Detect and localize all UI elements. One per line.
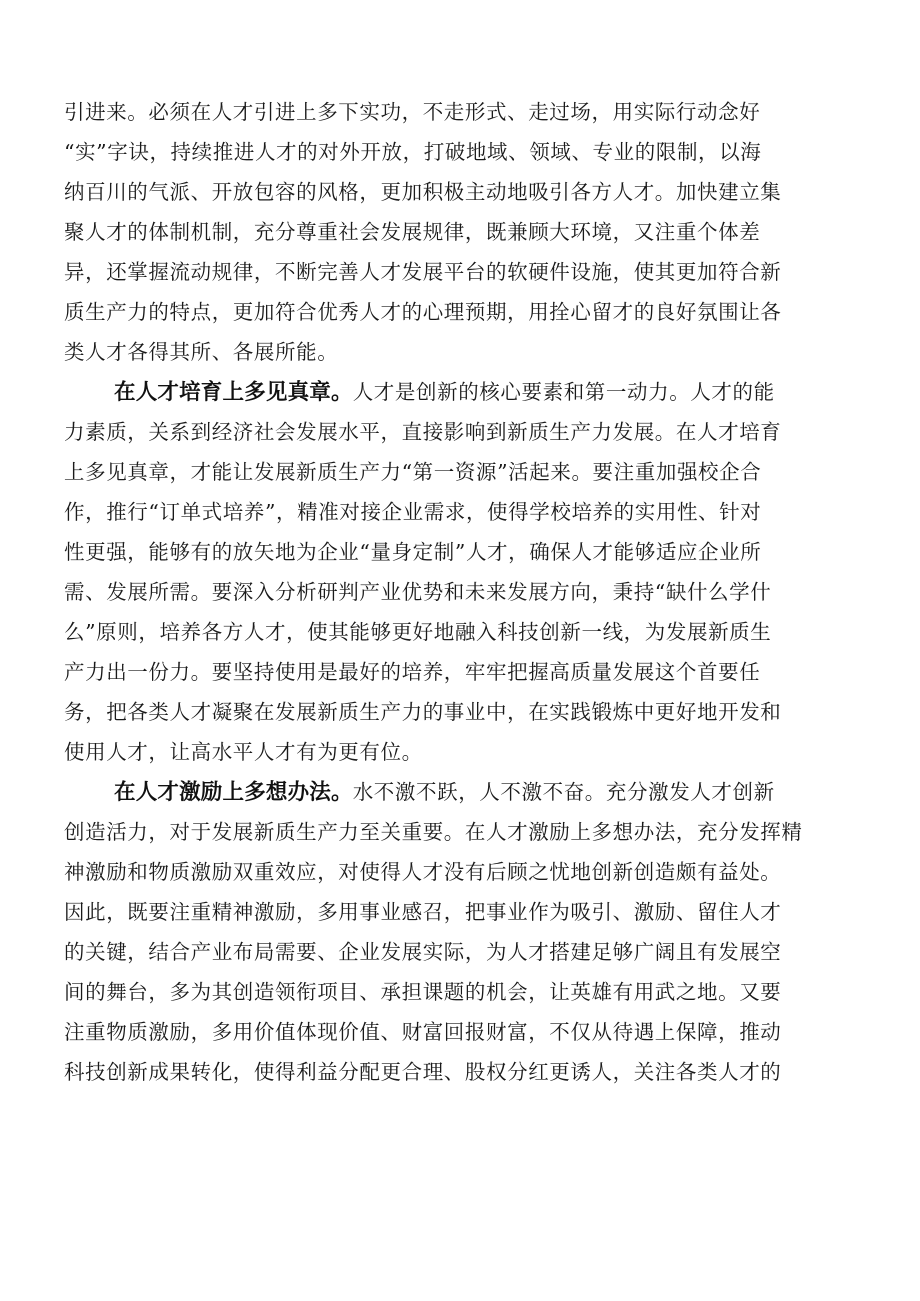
- text-line: 么”原则，培养各方人才，使其能够更好地融入科技创新一线，为发展新质生: [64, 620, 772, 644]
- text-line: [64, 372, 864, 412]
- text-line: 间的舞台，多为其创造领衔项目、承担课题的机会，让英雄有用武之地。又要: [64, 980, 782, 1004]
- text-line: 的关键，结合产业布局需要、企业发展实际，为人才搭建足够广阔且有发展空: [64, 940, 782, 964]
- paragraph-heading: 在人才激励上多想办法。: [114, 780, 353, 805]
- text-line: [64, 772, 864, 812]
- text-line: 质生产力的特点，更加符合优秀人才的心理预期，用拴心留才的良好氛围让各: [64, 300, 782, 324]
- text-line: 类人才各得其所、各展所能。: [64, 340, 339, 364]
- text-run: 人才是创新的核心要素和第一动力。人才的能: [352, 380, 775, 404]
- text-line: “实”字诀，持续推进人才的对外开放，打破地域、领域、专业的限制，以海: [64, 140, 762, 164]
- text-line: 力素质，关系到经济社会发展水平，直接影响到新质生产力发展。在人才培育: [64, 420, 782, 444]
- text-line: 纳百川的气派、开放包容的风格，更加积极主动地吸引各方人才。加快建立集: [64, 180, 782, 204]
- text-line: 使用人才，让高水平人才有为更有位。: [64, 740, 423, 764]
- text-line: 性更强，能够有的放矢地为企业“量身定制”人才，确保人才能够适应企业所: [64, 540, 762, 564]
- text-line: 注重物质激励，多用价值体现价值、财富回报财富，不仅从待遇上保障，推动: [64, 1020, 782, 1044]
- text-line: 创造活力，对于发展新质生产力至关重要。在人才激励上多想办法，充分发挥精: [64, 820, 803, 844]
- text-run: 水不激不跃，人不激不奋。充分激发人才创新: [352, 780, 775, 804]
- text-line: 需、发展所需。要深入分析研判产业优势和未来发展方向，秉持“缺什么学什: [64, 580, 772, 604]
- text-line: 异，还掌握流动规律，不断完善人才发展平台的软硬件设施，使其更加符合新: [64, 260, 782, 284]
- text-line: 产力出一份力。要坚持使用是最好的培养，牢牢把握高质量发展这个首要任: [64, 660, 761, 684]
- text-line: 神激励和物质激励双重效应，对使得人才没有后顾之忧地创新创造颇有益处。: [64, 860, 782, 884]
- paragraph-talent-cultivation: [64, 372, 864, 772]
- paragraph-heading: 在人才培育上多见真章。: [114, 380, 353, 405]
- text-line: 因此，既要注重精神激励，多用事业感召，把事业作为吸引、激励、留住人才: [64, 900, 782, 924]
- text-line: 科技创新成果转化，使得利益分配更合理、股权分红更诱人，关注各类人才的: [64, 1060, 782, 1084]
- text-line: 上多见真章，才能让发展新质生产力“第一资源”活起来。要注重加强校企合: [64, 460, 762, 484]
- text-line: 作，推行“订单式培养”，精准对接企业需求，使得学校培养的实用性、针对: [64, 500, 762, 524]
- text-line: 引进来。必须在人才引进上多下实功，不走形式、走过场，用实际行动念好: [64, 100, 761, 124]
- text-line: 务，把各类人才凝聚在发展新质生产力的事业中，在实践锻炼中更好地开发和: [64, 700, 782, 724]
- paragraph-talent-introduction: [64, 92, 864, 372]
- text-line: 聚人才的体制机制，充分尊重社会发展规律，既兼顾大环境，又注重个体差: [64, 220, 761, 244]
- document-page: [64, 92, 864, 1092]
- paragraph-talent-incentive: [64, 772, 864, 1092]
